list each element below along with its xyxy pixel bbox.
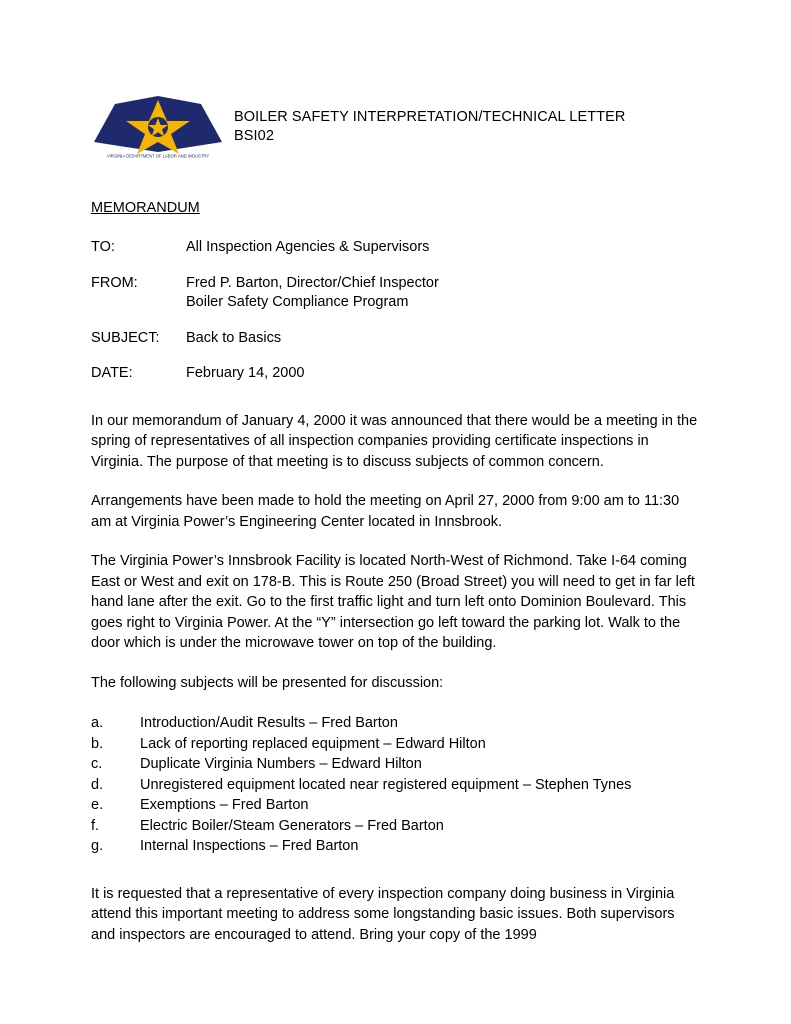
subjects-list — [91, 713, 701, 857]
list-item-marker: f. — [91, 817, 100, 834]
virginia-department-of-labor-and-industry-seal-icon — [91, 94, 226, 160]
memo-field-subject-value-line-1: Back to Basics — [186, 329, 282, 346]
document-content — [91, 86, 701, 945]
list-item-text: Introduction/Audit Results – Fred Barton — [140, 715, 398, 731]
list-item-text: Internal Inspections – Fred Barton — [140, 838, 359, 854]
list-item-text: Electric Boiler/Steam Generators – Fred Barton — [140, 817, 444, 834]
list-item — [91, 734, 701, 755]
memo-field-subject — [91, 329, 701, 349]
list-item — [91, 836, 701, 857]
memo-field-to-value — [186, 238, 429, 258]
memo-field-from-value-line-2: Boiler Safety Compliance Program — [186, 294, 409, 310]
memo-field-date-value-line-1: February 14, 2000 — [186, 365, 305, 381]
memo-field-subject-value — [186, 329, 281, 349]
list-item-text: Duplicate Virginia Numbers – Edward Hilton — [140, 756, 422, 772]
memo-field-from-value — [186, 274, 439, 313]
memo-field-from — [91, 274, 701, 313]
list-item-text: Unregistered equipment located near registered equipment – Stephen Tynes — [140, 776, 632, 793]
memo-fields — [91, 238, 701, 384]
list-item-marker: g. — [91, 838, 104, 854]
document-header — [91, 86, 701, 166]
list-item-marker: e. — [91, 797, 104, 813]
memo-field-date-value — [186, 364, 305, 384]
memo-field-to-value-line-1: All Inspection Agencies & Supervisors — [186, 239, 430, 255]
list-item-marker: b. — [91, 735, 104, 752]
paragraph-3: The Virginia Power’s Innsbrook Facility is located North-West of Richmond. Take I-64 coming East or West and exit on 178-B. This is Route 250 (Broad Street) you will need to get in far left hand lane after the exit. Go to the first traffic light and turn left onto Dominion Boulevard. This goes right to Virginia Power. At the “Y” intersection go left toward the parking lot. Walk to the door which is under the microwave tower on top of the building. — [91, 553, 695, 651]
closing-paragraph: It is requested that a representative of every inspection company doing business in Virginia attend this important meeting to address some longstanding basic issues. Both supervisors and inspectors are encouraged to attend. Bring your copy of the 1999 — [91, 885, 675, 943]
memo-field-to — [91, 238, 701, 258]
list-item-marker: a. — [91, 715, 104, 731]
paragraph-4: The following subjects will be presented for discussion: — [91, 674, 444, 691]
memorandum-heading: MEMORANDUM — [91, 200, 200, 216]
memo-field-date-label: DATE: — [91, 365, 133, 381]
memo-field-from-value-line-1: Fred P. Barton, Director/Chief Inspector — [186, 274, 439, 291]
memo-field-subject-label: SUBJECT: — [91, 329, 160, 346]
document-title — [234, 108, 626, 146]
document-title-line-2: BSI02 — [234, 128, 274, 144]
paragraph-1: In our memorandum of January 4, 2000 it was announced that there would be a meeting in the spring of representatives of all inspection companies providing certificate inspections in Virginia. The purpose of that meeting is to discuss subjects of common concern. — [91, 412, 698, 470]
memo-field-from-label: FROM: — [91, 274, 138, 291]
list-item-marker: c. — [91, 756, 103, 772]
list-item-marker: d. — [91, 776, 104, 793]
memo-field-to-label: TO: — [91, 239, 115, 255]
memo-field-date — [91, 364, 701, 384]
list-item-text: Exemptions – Fred Barton — [140, 797, 309, 813]
seal-caption: VIRGINIA DEPARTMENT OF LABOR AND INDUSTRY — [106, 153, 210, 159]
list-item — [91, 775, 701, 796]
paragraph-2: Arrangements have been made to hold the meeting on April 27, 2000 from 9:00 am to 11:30 am at Virginia Power’s Engineering Center located in Innsbrook. — [91, 493, 680, 530]
list-item — [91, 754, 701, 775]
document-title-line-1: BOILER SAFETY INTERPRETATION/TECHNICAL LETTER — [234, 109, 626, 125]
list-item-text: Lack of reporting replaced equipment – Edward Hilton — [140, 735, 486, 752]
list-item — [91, 816, 701, 837]
list-item — [91, 795, 701, 816]
list-item — [91, 713, 701, 734]
